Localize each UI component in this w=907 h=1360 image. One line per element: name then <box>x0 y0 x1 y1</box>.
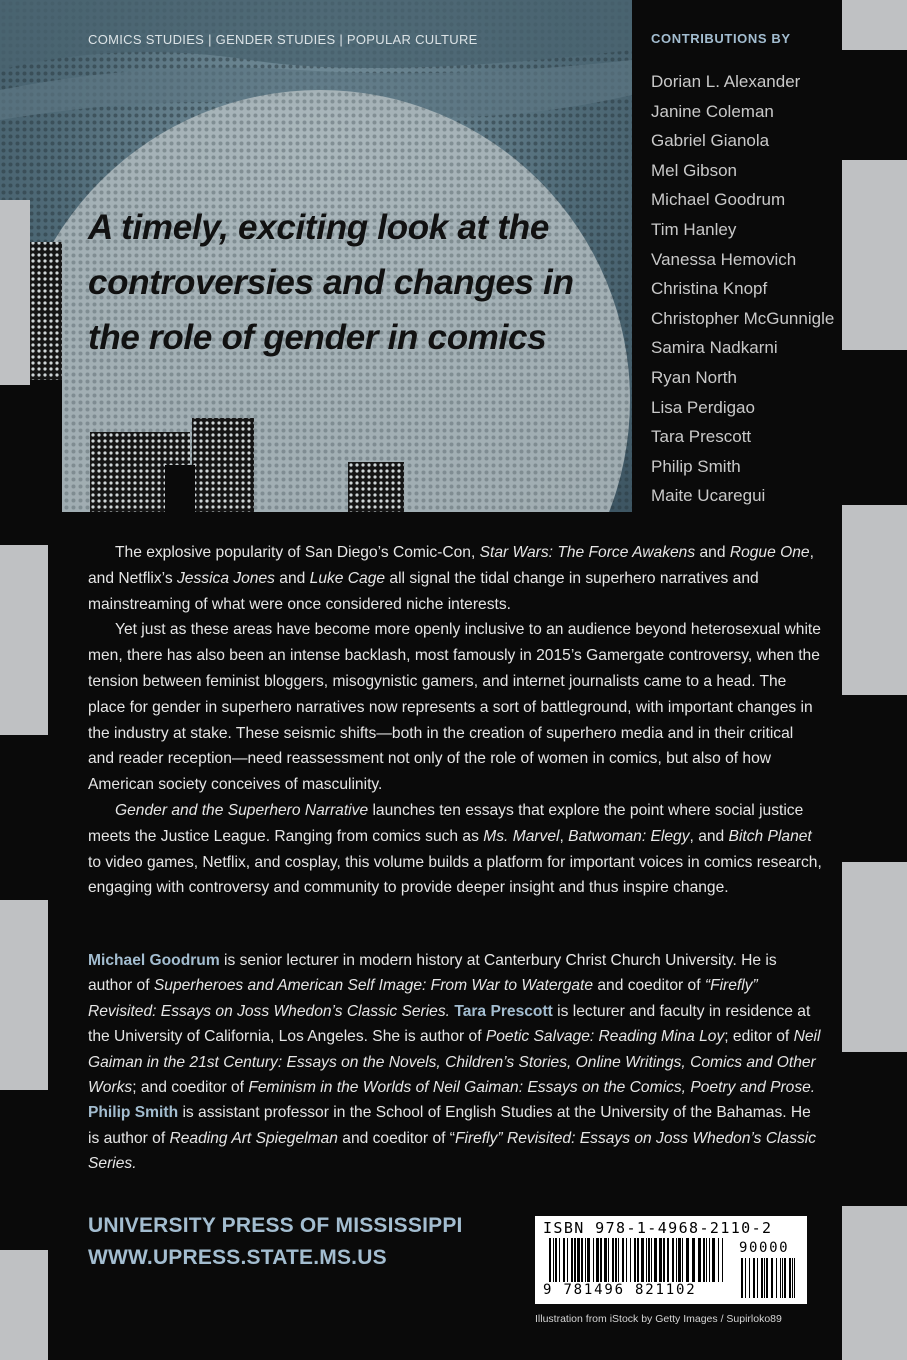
addon-bar <box>761 1258 763 1298</box>
barcode-bar <box>608 1238 609 1282</box>
text-run: all signal the tidal change in superhero narratives and mainstreaming of what were once considered niche interests. <box>88 569 759 613</box>
barcode-bar <box>567 1238 568 1282</box>
barcode-bar <box>634 1238 636 1282</box>
edge-tab <box>0 900 48 1090</box>
addon-bar <box>782 1258 783 1298</box>
barcode-bar <box>626 1238 627 1282</box>
publisher-url: WWW.UPRESS.STATE.MS.US <box>88 1246 387 1269</box>
barcode-bar <box>585 1238 586 1282</box>
barcode-bar <box>709 1238 710 1282</box>
addon-bar <box>764 1258 765 1298</box>
barcode-bar <box>555 1238 557 1282</box>
contributor-name: Christina Knopf <box>651 279 768 299</box>
editor-bios <box>88 948 822 1177</box>
contributor-name: Philip Smith <box>651 456 741 476</box>
addon-bar <box>780 1258 781 1298</box>
italic-title: Batwoman: Elegy <box>568 827 690 845</box>
barcode-bar <box>618 1238 619 1282</box>
text-run: and <box>274 569 310 587</box>
barcode-bar <box>553 1238 554 1282</box>
text-run: is assistant professor in the School of English Studies at the University of the Bahamas. He is author of <box>88 1104 811 1147</box>
contributor-name: Michael Goodrum <box>651 190 786 210</box>
contributor-name: Janine Coleman <box>651 101 774 121</box>
italic-title: Reading Art Spiegelman <box>169 1129 338 1147</box>
addon-bar <box>784 1258 786 1298</box>
barcode-bar <box>593 1238 594 1282</box>
italic-title: Gender and the Superhero Narrative <box>115 801 369 819</box>
text-run: The explosive popularity of San Diego’s Comic-Con, <box>115 544 480 561</box>
barcode-bar <box>663 1238 665 1282</box>
addon-bar <box>794 1258 795 1298</box>
illustration-credit: Illustration from iStock by Getty Images / Supirloko89 <box>535 1313 782 1325</box>
edge-tab <box>842 0 907 50</box>
edge-tab <box>842 1206 907 1360</box>
contributor-name: Ryan North <box>651 367 737 387</box>
contributor-name: Samira Nadkarni <box>651 338 778 358</box>
barcode-bar <box>577 1238 580 1282</box>
publisher-block <box>88 1210 463 1274</box>
addon-bar <box>792 1258 793 1298</box>
contributor-name: Vanessa Hemovich <box>651 249 797 269</box>
addon-bar <box>745 1258 746 1298</box>
barcode-bar <box>612 1238 614 1282</box>
edge-tab <box>0 200 30 385</box>
addon-bar <box>776 1258 777 1298</box>
contributors-heading: CONTRIBUTIONS BY <box>651 31 791 46</box>
barcode-bar <box>549 1238 551 1282</box>
contributor-name: Dorian L. Alexander <box>651 72 801 91</box>
contributor-name: Tim Hanley <box>651 219 737 239</box>
barcode-bar <box>676 1238 677 1282</box>
contributor-name: Mel Gibson <box>651 160 737 180</box>
edge-tab <box>842 862 907 1052</box>
barcode-digits: 9 781496 821102 <box>543 1282 697 1298</box>
barcode-bar <box>622 1238 624 1282</box>
barcode-bar <box>682 1238 683 1282</box>
italic-title: Poetic Salvage: Reading Mina Loy <box>485 1028 725 1046</box>
barcode-bar <box>667 1238 669 1282</box>
addon-bar <box>753 1258 755 1298</box>
cover-illustration <box>0 0 632 512</box>
italic-title: Star Wars: The Force Awakens <box>479 544 696 561</box>
italic-title: Superheroes and American Self Image: From War to Watergate <box>153 977 594 995</box>
addon-bar <box>789 1258 791 1298</box>
contributor-name: Gabriel Gianola <box>651 131 770 151</box>
subject-categories: COMICS STUDIES | GENDER STUDIES | POPULAR CULTURE <box>88 32 478 47</box>
edge-tab <box>842 505 907 695</box>
barcode-bar <box>581 1238 583 1282</box>
italic-title: Bitch Planet <box>728 827 812 845</box>
barcode-bar <box>646 1238 647 1282</box>
text-run: ; and coeditor of <box>132 1079 249 1097</box>
italic-title: Feminism in the Worlds of Neil Gaiman: Essays on the Comics, Poetry and Prose. <box>248 1079 816 1097</box>
barcode-bar <box>718 1238 719 1282</box>
editor-name: Michael Goodrum <box>88 952 220 969</box>
isbn-barcode <box>535 1216 807 1304</box>
italic-title: “Firefly” Revisited: Essays on Joss Whedon’s Classic Series. <box>88 977 758 1020</box>
barcode-bar <box>712 1238 715 1282</box>
barcode-bar <box>563 1238 565 1282</box>
text-run: and coeditor of <box>593 977 705 995</box>
contributor-name: Maite Ucaregui <box>651 486 766 506</box>
barcode-bar <box>651 1238 652 1282</box>
barcode-bar <box>706 1238 707 1282</box>
description-paragraph: Yet just as these areas have become more openly inclusive to an audience beyond heterosexual white men, there has also been an intense backlash, most famously in 2015’s Gamergate controversy, when the tension between feminist bloggers, misogynistic gamers, and internet journalists came to a head. The place for gender in superhero narratives now represents a sort of battleground, with important changes in the industry at stake. These seismic shifts—both in the creation of superhero media and in their critical and reader reception—need reassessment not only of the role of women in comics, but also of how American society conceives of masculinity. <box>88 621 821 794</box>
tagline: A timely, exciting look at the controversies and changes in the role of gender in comics <box>88 208 574 357</box>
barcode-bar <box>641 1238 644 1282</box>
barcode-bar <box>559 1238 560 1282</box>
text-run: ; editor of <box>724 1028 794 1046</box>
barcode-bar <box>574 1238 576 1282</box>
italic-title: Neil Gaiman in the 21st Century: Essays on the Novels, Children’s Stories, Online Writings, Comics and Other Works <box>88 1028 821 1097</box>
editor-name: Philip Smith <box>88 1104 179 1122</box>
text-run: is senior lecturer in modern history at Canterbury Christ Church University. He is author of <box>88 952 777 995</box>
text-run: launches ten essays that explore the point where social justice meets the Justice League. Ranging from comics such as <box>88 801 804 845</box>
barcode-bar <box>596 1238 599 1282</box>
barcode-bar <box>678 1238 681 1282</box>
publisher-name: UNIVERSITY PRESS OF MISSISSIPPI <box>88 1214 463 1237</box>
italic-title: Luke Cage <box>309 569 386 587</box>
contributor-name: Lisa Perdigao <box>651 397 755 417</box>
barcode-bar <box>630 1238 631 1282</box>
barcode-bar <box>604 1238 607 1282</box>
barcode-bar <box>692 1238 695 1282</box>
addon-bar <box>749 1258 750 1298</box>
text-run: and <box>695 544 730 561</box>
italic-title: Jessica Jones <box>177 569 275 587</box>
addon-bar <box>757 1258 758 1298</box>
contributor-name: Tara Prescott <box>651 427 752 447</box>
barcode-bar <box>698 1238 701 1282</box>
barcode-bar <box>615 1238 617 1282</box>
italic-title: Firefly” Revisited: Essays on Joss Whedon’s Classic Series. <box>88 1129 817 1173</box>
barcode-bar <box>571 1238 573 1282</box>
addon-bar <box>766 1258 768 1298</box>
barcode-bar <box>600 1238 602 1282</box>
description-paragraph <box>88 798 822 901</box>
italic-title: Rogue One <box>729 544 810 561</box>
book-description <box>88 540 822 901</box>
barcode-bar <box>686 1238 689 1282</box>
text-run: and coeditor of “ <box>337 1129 455 1147</box>
text-run: is lecturer and faculty in residence at the University of California, Los Angeles. She is author of <box>88 1002 811 1046</box>
description-paragraph <box>88 540 822 617</box>
addon-bar <box>741 1258 743 1298</box>
text-run: to video games, Netflix, and cosplay, this volume builds a platform for important voices in comics research, engaging with controversy and community to provide deeper insight and thus inspire change. <box>88 853 822 897</box>
edge-tab <box>842 160 907 350</box>
edge-tab <box>0 1250 48 1360</box>
contributor-name: Christopher McGunnigle <box>651 308 835 328</box>
barcode-bar <box>672 1238 674 1282</box>
barcode-bar <box>659 1238 662 1282</box>
text-run: , <box>559 827 569 845</box>
edge-tab <box>0 545 48 735</box>
barcode-bar <box>587 1238 590 1282</box>
barcode-bar <box>654 1238 657 1282</box>
price-addon: 90000 <box>739 1240 790 1256</box>
italic-title: Ms. Marvel <box>483 827 560 845</box>
contributors-list <box>651 67 834 511</box>
addon-bar <box>771 1258 773 1298</box>
barcode-bar <box>637 1238 639 1282</box>
barcode-bar <box>703 1238 705 1282</box>
editor-name: Tara Prescott <box>454 1002 553 1020</box>
isbn-number: ISBN 978-1-4968-2110-2 <box>543 1219 773 1237</box>
text-run: , and <box>689 827 729 845</box>
barcode-bar <box>648 1238 650 1282</box>
barcode-bar <box>722 1238 723 1282</box>
text-run: , and Netflix’s <box>88 544 814 587</box>
